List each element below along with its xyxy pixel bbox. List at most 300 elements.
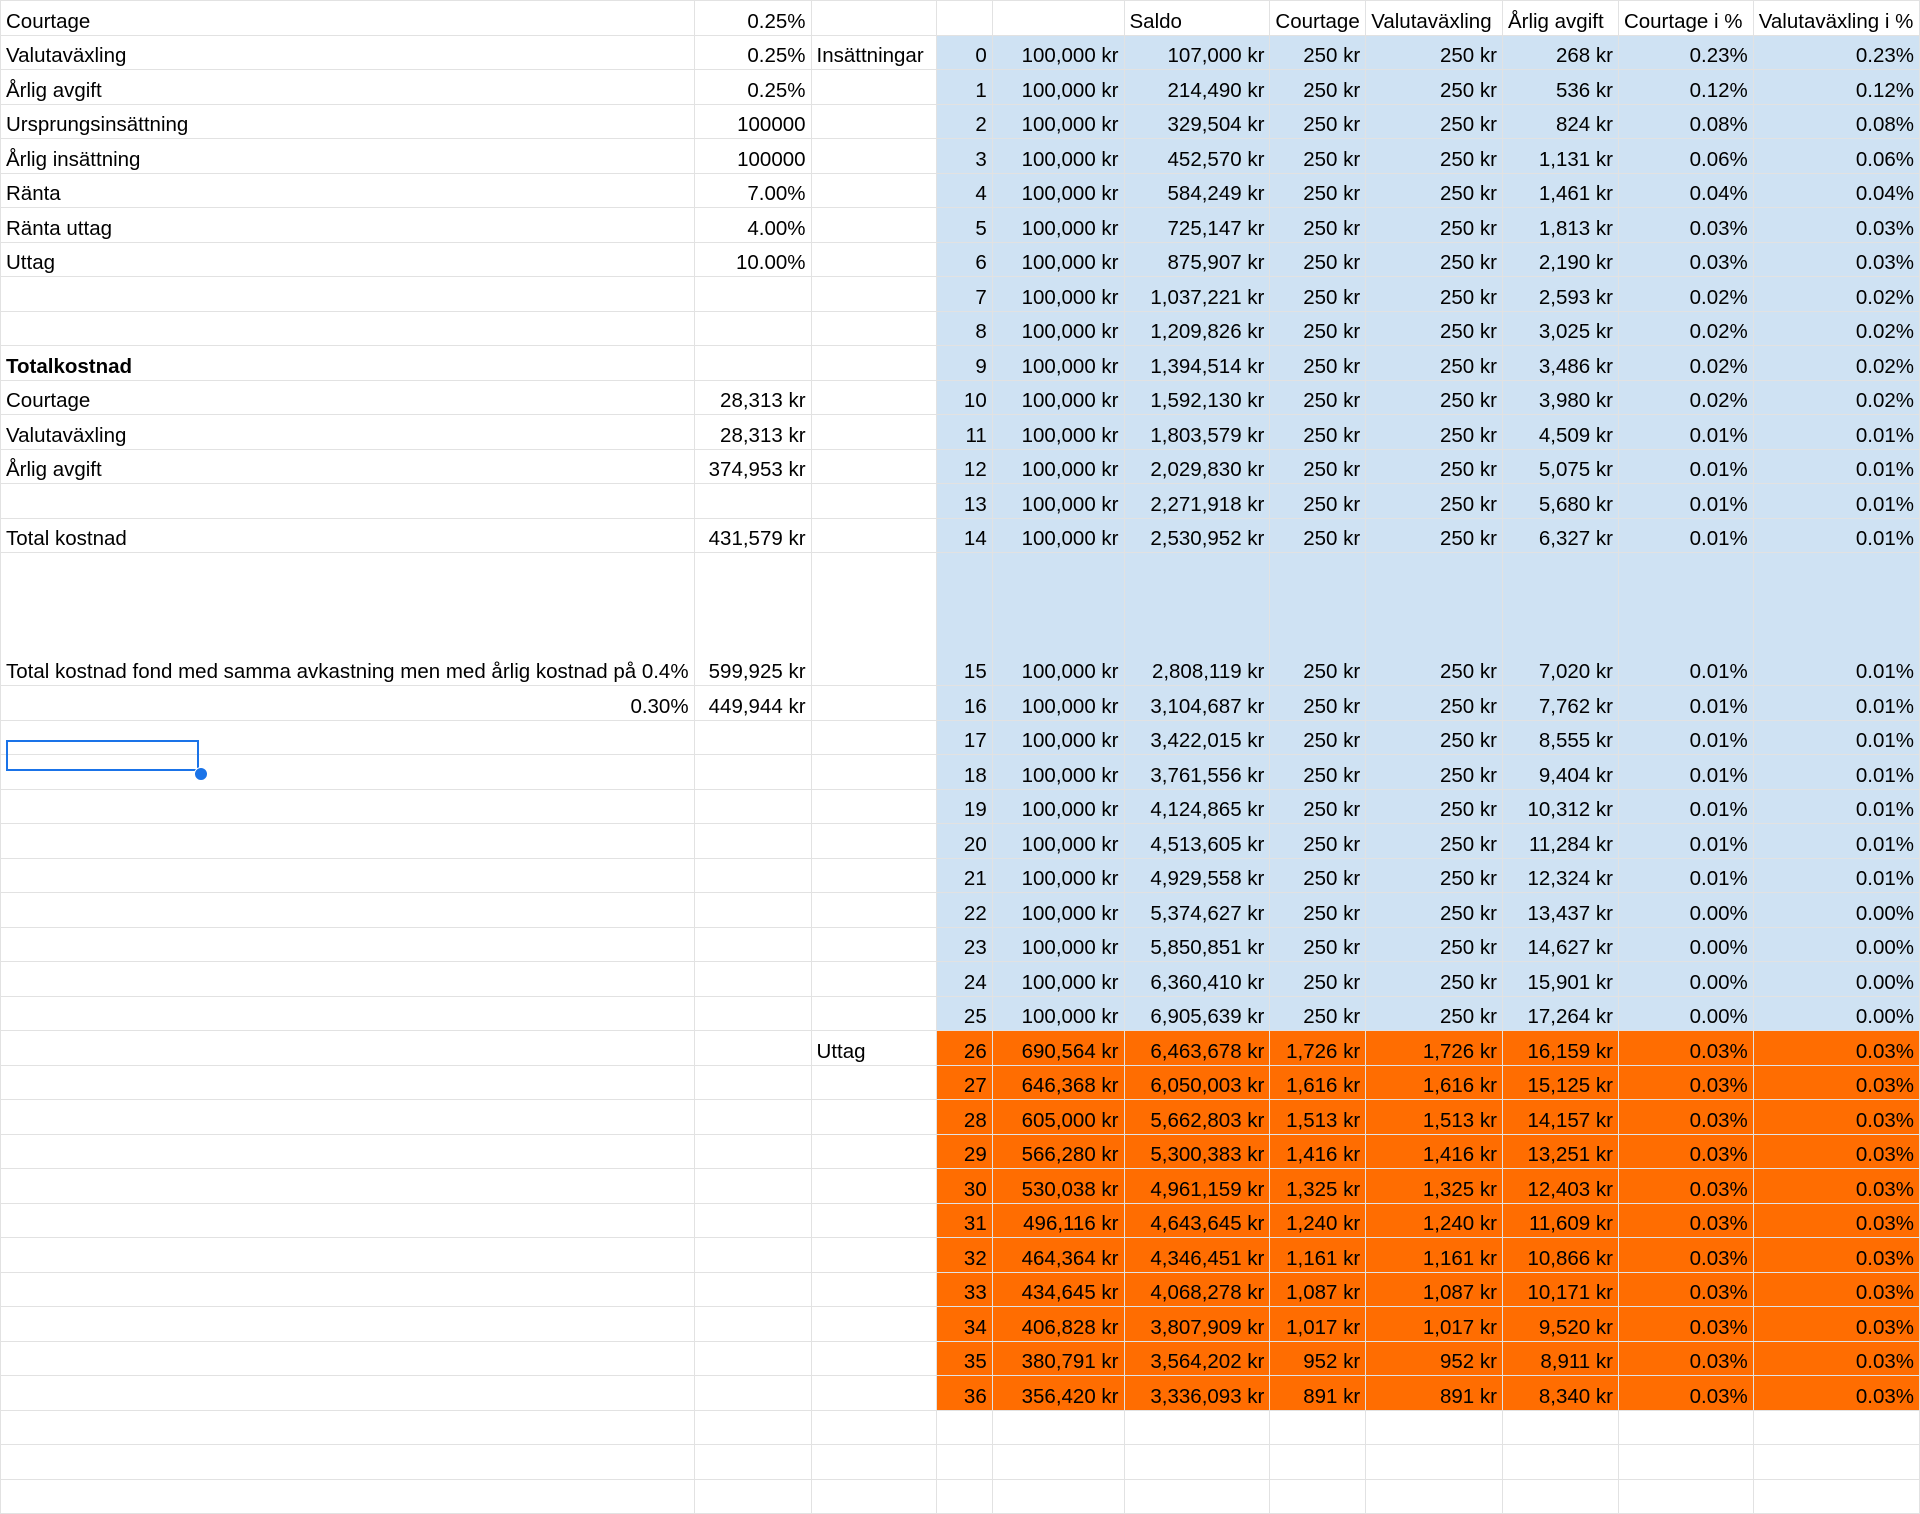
data-cell[interactable]: 0.02% bbox=[1753, 277, 1919, 312]
data-cell[interactable]: 0.01% bbox=[1753, 755, 1919, 790]
data-cell[interactable]: 5,300,383 kr bbox=[1124, 1134, 1270, 1169]
cell-section[interactable]: Insättningar bbox=[811, 35, 936, 70]
data-cell[interactable]: 0.01% bbox=[1618, 789, 1753, 824]
data-cell[interactable]: 250 kr bbox=[1270, 484, 1366, 519]
cell-section[interactable]: Uttag bbox=[811, 1031, 936, 1066]
year-cell[interactable]: 28 bbox=[936, 1100, 992, 1135]
data-cell[interactable]: 250 kr bbox=[1366, 277, 1503, 312]
data-cell[interactable]: 0.03% bbox=[1618, 1307, 1753, 1342]
data-cell[interactable]: 3,025 kr bbox=[1502, 311, 1618, 346]
data-cell[interactable]: 100,000 kr bbox=[992, 893, 1124, 928]
cell-label[interactable]: Årlig avgift bbox=[1, 449, 695, 484]
cell-value[interactable] bbox=[694, 1169, 811, 1204]
data-cell[interactable]: 0.04% bbox=[1618, 173, 1753, 208]
data-cell[interactable]: 4,346,451 kr bbox=[1124, 1238, 1270, 1273]
cell-value[interactable] bbox=[694, 484, 811, 519]
year-cell[interactable]: 19 bbox=[936, 789, 992, 824]
data-cell[interactable]: 891 kr bbox=[1270, 1376, 1366, 1411]
data-cell[interactable]: 6,463,678 kr bbox=[1124, 1031, 1270, 1066]
cell-section[interactable] bbox=[811, 518, 936, 553]
cell-value[interactable] bbox=[694, 1100, 811, 1135]
data-cell[interactable]: 0.02% bbox=[1753, 311, 1919, 346]
header-cell[interactable]: Courtage i % bbox=[1618, 1, 1753, 36]
cell-label[interactable] bbox=[1, 1445, 695, 1480]
data-cell[interactable] bbox=[1502, 1445, 1618, 1480]
year-cell[interactable]: 7 bbox=[936, 277, 992, 312]
cell-label[interactable]: Courtage bbox=[1, 1, 695, 36]
data-cell[interactable] bbox=[1618, 1479, 1753, 1514]
cell-value[interactable] bbox=[694, 1203, 811, 1238]
cell-section[interactable] bbox=[811, 346, 936, 381]
data-cell[interactable]: 100,000 kr bbox=[992, 824, 1124, 859]
cell-value[interactable] bbox=[694, 1376, 811, 1411]
data-cell[interactable] bbox=[992, 1479, 1124, 1514]
data-cell[interactable]: 2,029,830 kr bbox=[1124, 449, 1270, 484]
data-cell[interactable]: 0.03% bbox=[1753, 1272, 1919, 1307]
data-cell[interactable]: 4,929,558 kr bbox=[1124, 858, 1270, 893]
data-cell[interactable] bbox=[992, 1445, 1124, 1480]
data-cell[interactable]: 250 kr bbox=[1366, 380, 1503, 415]
data-cell[interactable]: 1,813 kr bbox=[1502, 208, 1618, 243]
data-cell[interactable]: 250 kr bbox=[1270, 755, 1366, 790]
data-cell[interactable]: 0.03% bbox=[1753, 1134, 1919, 1169]
data-cell[interactable]: 100,000 kr bbox=[992, 927, 1124, 962]
data-cell[interactable]: 0.01% bbox=[1618, 824, 1753, 859]
year-cell[interactable]: 25 bbox=[936, 996, 992, 1031]
year-cell[interactable]: 32 bbox=[936, 1238, 992, 1273]
header-cell[interactable] bbox=[992, 1, 1124, 36]
data-cell[interactable]: 10,171 kr bbox=[1502, 1272, 1618, 1307]
data-cell[interactable]: 0.03% bbox=[1753, 208, 1919, 243]
data-cell[interactable]: 0.02% bbox=[1753, 346, 1919, 381]
cell-value[interactable]: 599,925 kr bbox=[694, 553, 811, 686]
year-cell[interactable]: 36 bbox=[936, 1376, 992, 1411]
data-cell[interactable]: 0.03% bbox=[1753, 1100, 1919, 1135]
data-cell[interactable]: 1,161 kr bbox=[1366, 1238, 1503, 1273]
year-cell[interactable] bbox=[936, 1410, 992, 1445]
cell-label[interactable] bbox=[1, 1479, 695, 1514]
data-cell[interactable]: 0.01% bbox=[1753, 686, 1919, 721]
data-cell[interactable]: 690,564 kr bbox=[992, 1031, 1124, 1066]
data-cell[interactable]: 250 kr bbox=[1366, 35, 1503, 70]
data-cell[interactable]: 1,037,221 kr bbox=[1124, 277, 1270, 312]
data-cell[interactable]: 0.01% bbox=[1753, 449, 1919, 484]
data-cell[interactable]: 250 kr bbox=[1366, 858, 1503, 893]
data-cell[interactable]: 0.03% bbox=[1618, 1203, 1753, 1238]
cell-section[interactable] bbox=[811, 242, 936, 277]
data-cell[interactable]: 605,000 kr bbox=[992, 1100, 1124, 1135]
data-cell[interactable]: 14,157 kr bbox=[1502, 1100, 1618, 1135]
cell-label[interactable]: 0.30% bbox=[1, 686, 695, 721]
cell-section[interactable] bbox=[811, 927, 936, 962]
data-cell[interactable]: 250 kr bbox=[1270, 893, 1366, 928]
data-cell[interactable]: 0.03% bbox=[1753, 1307, 1919, 1342]
data-cell[interactable]: 646,368 kr bbox=[992, 1065, 1124, 1100]
cell-section[interactable] bbox=[811, 858, 936, 893]
data-cell[interactable]: 100,000 kr bbox=[992, 449, 1124, 484]
data-cell[interactable]: 0.03% bbox=[1753, 1376, 1919, 1411]
data-cell[interactable]: 0.01% bbox=[1753, 720, 1919, 755]
cell-label[interactable] bbox=[1, 1065, 695, 1100]
data-cell[interactable]: 2,808,119 kr bbox=[1124, 553, 1270, 686]
cell-section[interactable] bbox=[811, 962, 936, 997]
cell-section[interactable] bbox=[811, 553, 936, 686]
header-cell[interactable]: Valutaväxling i % bbox=[1753, 1, 1919, 36]
cell-section[interactable] bbox=[811, 1307, 936, 1342]
cell-value[interactable] bbox=[694, 1272, 811, 1307]
data-cell[interactable]: 406,828 kr bbox=[992, 1307, 1124, 1342]
data-cell[interactable]: 0.08% bbox=[1753, 104, 1919, 139]
cell-label[interactable] bbox=[1, 720, 695, 755]
cell-label[interactable] bbox=[1, 1100, 695, 1135]
year-cell[interactable] bbox=[936, 1479, 992, 1514]
data-cell[interactable]: 891 kr bbox=[1366, 1376, 1503, 1411]
data-cell[interactable]: 0.03% bbox=[1618, 1238, 1753, 1273]
data-cell[interactable]: 0.01% bbox=[1753, 858, 1919, 893]
cell-value[interactable]: 4.00% bbox=[694, 208, 811, 243]
data-cell[interactable]: 0.00% bbox=[1753, 962, 1919, 997]
data-cell[interactable]: 6,050,003 kr bbox=[1124, 1065, 1270, 1100]
data-cell[interactable]: 250 kr bbox=[1270, 686, 1366, 721]
cell-label[interactable]: Total kostnad bbox=[1, 518, 695, 553]
data-cell[interactable]: 100,000 kr bbox=[992, 208, 1124, 243]
data-cell[interactable]: 0.02% bbox=[1618, 277, 1753, 312]
data-cell[interactable] bbox=[1270, 1445, 1366, 1480]
data-cell[interactable]: 1,325 kr bbox=[1366, 1169, 1503, 1204]
data-cell[interactable]: 250 kr bbox=[1366, 173, 1503, 208]
data-cell[interactable]: 1,513 kr bbox=[1270, 1100, 1366, 1135]
cell-section[interactable] bbox=[811, 70, 936, 105]
data-cell[interactable]: 0.01% bbox=[1618, 686, 1753, 721]
data-cell[interactable]: 2,530,952 kr bbox=[1124, 518, 1270, 553]
year-cell[interactable]: 10 bbox=[936, 380, 992, 415]
data-cell[interactable]: 0.01% bbox=[1618, 518, 1753, 553]
data-cell[interactable]: 100,000 kr bbox=[992, 962, 1124, 997]
data-cell[interactable]: 250 kr bbox=[1366, 139, 1503, 174]
data-cell[interactable]: 250 kr bbox=[1270, 824, 1366, 859]
cell-value[interactable] bbox=[694, 1479, 811, 1514]
data-cell[interactable]: 250 kr bbox=[1366, 893, 1503, 928]
data-cell[interactable]: 0.02% bbox=[1618, 346, 1753, 381]
cell-label[interactable]: Ränta uttag bbox=[1, 208, 695, 243]
data-cell[interactable]: 16,159 kr bbox=[1502, 1031, 1618, 1066]
data-cell[interactable]: 0.03% bbox=[1618, 1134, 1753, 1169]
data-cell[interactable]: 0.06% bbox=[1618, 139, 1753, 174]
data-cell[interactable]: 100,000 kr bbox=[992, 518, 1124, 553]
data-cell[interactable]: 2,190 kr bbox=[1502, 242, 1618, 277]
data-cell[interactable]: 0.06% bbox=[1753, 139, 1919, 174]
data-cell[interactable] bbox=[1502, 1410, 1618, 1445]
data-cell[interactable]: 9,520 kr bbox=[1502, 1307, 1618, 1342]
data-cell[interactable]: 1,325 kr bbox=[1270, 1169, 1366, 1204]
cell-label[interactable] bbox=[1, 1376, 695, 1411]
data-cell[interactable]: 530,038 kr bbox=[992, 1169, 1124, 1204]
data-cell[interactable]: 356,420 kr bbox=[992, 1376, 1124, 1411]
data-cell[interactable]: 250 kr bbox=[1366, 962, 1503, 997]
year-cell[interactable]: 30 bbox=[936, 1169, 992, 1204]
data-cell[interactable]: 1,087 kr bbox=[1270, 1272, 1366, 1307]
data-cell[interactable]: 14,627 kr bbox=[1502, 927, 1618, 962]
data-cell[interactable]: 7,020 kr bbox=[1502, 553, 1618, 686]
data-cell[interactable]: 0.00% bbox=[1618, 996, 1753, 1031]
data-cell[interactable]: 0.03% bbox=[1753, 1031, 1919, 1066]
year-cell[interactable]: 18 bbox=[936, 755, 992, 790]
data-cell[interactable]: 250 kr bbox=[1366, 553, 1503, 686]
data-cell[interactable]: 250 kr bbox=[1366, 824, 1503, 859]
data-cell[interactable]: 0.01% bbox=[1753, 553, 1919, 686]
data-cell[interactable]: 250 kr bbox=[1270, 173, 1366, 208]
data-cell[interactable]: 329,504 kr bbox=[1124, 104, 1270, 139]
year-cell[interactable]: 21 bbox=[936, 858, 992, 893]
data-cell[interactable]: 100,000 kr bbox=[992, 720, 1124, 755]
data-cell[interactable]: 100,000 kr bbox=[992, 311, 1124, 346]
data-cell[interactable]: 250 kr bbox=[1270, 104, 1366, 139]
data-cell[interactable]: 0.01% bbox=[1618, 720, 1753, 755]
data-cell[interactable]: 250 kr bbox=[1366, 346, 1503, 381]
data-cell[interactable]: 536 kr bbox=[1502, 70, 1618, 105]
cell-section[interactable] bbox=[811, 484, 936, 519]
data-cell[interactable]: 250 kr bbox=[1270, 277, 1366, 312]
data-cell[interactable]: 100,000 kr bbox=[992, 755, 1124, 790]
data-cell[interactable]: 10,312 kr bbox=[1502, 789, 1618, 824]
data-cell[interactable]: 2,593 kr bbox=[1502, 277, 1618, 312]
data-cell[interactable]: 1,017 kr bbox=[1366, 1307, 1503, 1342]
data-cell[interactable]: 0.12% bbox=[1618, 70, 1753, 105]
data-cell[interactable]: 8,555 kr bbox=[1502, 720, 1618, 755]
cell-label[interactable]: Valutaväxling bbox=[1, 415, 695, 450]
data-cell[interactable]: 0.00% bbox=[1753, 893, 1919, 928]
cell-section[interactable] bbox=[811, 1134, 936, 1169]
data-cell[interactable] bbox=[1124, 1445, 1270, 1480]
year-cell[interactable]: 14 bbox=[936, 518, 992, 553]
data-cell[interactable]: 100,000 kr bbox=[992, 70, 1124, 105]
data-cell[interactable]: 0.03% bbox=[1753, 1238, 1919, 1273]
data-cell[interactable]: 2,271,918 kr bbox=[1124, 484, 1270, 519]
cell-value[interactable] bbox=[694, 1238, 811, 1273]
data-cell[interactable]: 0.03% bbox=[1618, 242, 1753, 277]
data-cell[interactable]: 0.02% bbox=[1618, 380, 1753, 415]
data-cell[interactable]: 1,513 kr bbox=[1366, 1100, 1503, 1135]
data-cell[interactable]: 464,364 kr bbox=[992, 1238, 1124, 1273]
year-cell[interactable]: 16 bbox=[936, 686, 992, 721]
cell-section[interactable] bbox=[811, 1100, 936, 1135]
data-cell[interactable]: 100,000 kr bbox=[992, 104, 1124, 139]
data-cell[interactable]: 250 kr bbox=[1366, 789, 1503, 824]
year-cell[interactable]: 23 bbox=[936, 927, 992, 962]
year-cell[interactable]: 15 bbox=[936, 553, 992, 686]
data-cell[interactable]: 250 kr bbox=[1366, 104, 1503, 139]
cell-value[interactable] bbox=[694, 996, 811, 1031]
cell-value[interactable] bbox=[694, 962, 811, 997]
data-cell[interactable]: 6,327 kr bbox=[1502, 518, 1618, 553]
cell-value[interactable] bbox=[694, 824, 811, 859]
data-cell[interactable]: 13,251 kr bbox=[1502, 1134, 1618, 1169]
data-cell[interactable]: 0.01% bbox=[1618, 858, 1753, 893]
year-cell[interactable]: 2 bbox=[936, 104, 992, 139]
data-cell[interactable] bbox=[1366, 1410, 1503, 1445]
data-cell[interactable]: 0.02% bbox=[1618, 311, 1753, 346]
data-cell[interactable]: 250 kr bbox=[1270, 242, 1366, 277]
year-cell[interactable]: 24 bbox=[936, 962, 992, 997]
data-cell[interactable]: 0.08% bbox=[1618, 104, 1753, 139]
data-cell[interactable]: 250 kr bbox=[1366, 996, 1503, 1031]
year-cell[interactable]: 27 bbox=[936, 1065, 992, 1100]
data-cell[interactable]: 0.01% bbox=[1618, 553, 1753, 686]
data-cell[interactable]: 250 kr bbox=[1366, 755, 1503, 790]
data-cell[interactable]: 11,609 kr bbox=[1502, 1203, 1618, 1238]
year-cell[interactable]: 13 bbox=[936, 484, 992, 519]
cell-label[interactable] bbox=[1, 893, 695, 928]
data-cell[interactable]: 250 kr bbox=[1366, 311, 1503, 346]
cell-label[interactable] bbox=[1, 1134, 695, 1169]
data-cell[interactable]: 0.02% bbox=[1753, 380, 1919, 415]
data-cell[interactable]: 452,570 kr bbox=[1124, 139, 1270, 174]
data-cell[interactable]: 3,104,687 kr bbox=[1124, 686, 1270, 721]
cell-value[interactable] bbox=[694, 755, 811, 790]
data-cell[interactable]: 250 kr bbox=[1366, 927, 1503, 962]
cell-label[interactable] bbox=[1, 1307, 695, 1342]
data-cell[interactable] bbox=[1618, 1445, 1753, 1480]
cell-label[interactable] bbox=[1, 1410, 695, 1445]
cell-value[interactable] bbox=[694, 893, 811, 928]
data-cell[interactable]: 100,000 kr bbox=[992, 380, 1124, 415]
cell-label[interactable] bbox=[1, 824, 695, 859]
data-cell[interactable]: 1,240 kr bbox=[1366, 1203, 1503, 1238]
data-cell[interactable]: 1,017 kr bbox=[1270, 1307, 1366, 1342]
cell-label[interactable] bbox=[1, 1031, 695, 1066]
data-cell[interactable]: 380,791 kr bbox=[992, 1341, 1124, 1376]
data-cell[interactable] bbox=[1753, 1445, 1919, 1480]
data-cell[interactable]: 5,075 kr bbox=[1502, 449, 1618, 484]
cell-label[interactable] bbox=[1, 311, 695, 346]
data-cell[interactable]: 5,850,851 kr bbox=[1124, 927, 1270, 962]
data-cell[interactable]: 1,616 kr bbox=[1366, 1065, 1503, 1100]
data-cell[interactable]: 4,961,159 kr bbox=[1124, 1169, 1270, 1204]
data-cell[interactable] bbox=[1502, 1479, 1618, 1514]
data-cell[interactable]: 0.04% bbox=[1753, 173, 1919, 208]
year-cell[interactable]: 31 bbox=[936, 1203, 992, 1238]
data-cell[interactable]: 250 kr bbox=[1366, 242, 1503, 277]
data-cell[interactable]: 107,000 kr bbox=[1124, 35, 1270, 70]
data-cell[interactable]: 250 kr bbox=[1270, 553, 1366, 686]
cell-section[interactable] bbox=[811, 208, 936, 243]
data-cell[interactable]: 5,662,803 kr bbox=[1124, 1100, 1270, 1135]
year-cell[interactable]: 29 bbox=[936, 1134, 992, 1169]
year-cell[interactable]: 26 bbox=[936, 1031, 992, 1066]
cell-section[interactable] bbox=[811, 1, 936, 36]
year-cell[interactable]: 34 bbox=[936, 1307, 992, 1342]
data-cell[interactable]: 0.01% bbox=[1753, 789, 1919, 824]
year-cell[interactable]: 20 bbox=[936, 824, 992, 859]
data-cell[interactable]: 100,000 kr bbox=[992, 415, 1124, 450]
data-cell[interactable]: 4,068,278 kr bbox=[1124, 1272, 1270, 1307]
cell-label[interactable] bbox=[1, 484, 695, 519]
data-cell[interactable] bbox=[1753, 1410, 1919, 1445]
data-cell[interactable]: 434,645 kr bbox=[992, 1272, 1124, 1307]
cell-section[interactable] bbox=[811, 139, 936, 174]
data-cell[interactable]: 250 kr bbox=[1366, 415, 1503, 450]
data-cell[interactable]: 0.03% bbox=[1753, 1169, 1919, 1204]
data-cell[interactable] bbox=[1270, 1479, 1366, 1514]
data-cell[interactable]: 0.03% bbox=[1618, 1065, 1753, 1100]
data-cell[interactable]: 824 kr bbox=[1502, 104, 1618, 139]
data-cell[interactable]: 100,000 kr bbox=[992, 996, 1124, 1031]
cell-value[interactable] bbox=[694, 927, 811, 962]
data-cell[interactable]: 250 kr bbox=[1270, 449, 1366, 484]
header-cell[interactable]: Årlig avgift bbox=[1502, 1, 1618, 36]
data-cell[interactable]: 100,000 kr bbox=[992, 686, 1124, 721]
data-cell[interactable]: 1,087 kr bbox=[1366, 1272, 1503, 1307]
data-cell[interactable]: 250 kr bbox=[1270, 346, 1366, 381]
data-cell[interactable]: 0.00% bbox=[1753, 996, 1919, 1031]
data-cell[interactable] bbox=[1124, 1410, 1270, 1445]
data-cell[interactable]: 8,911 kr bbox=[1502, 1341, 1618, 1376]
data-cell[interactable]: 1,240 kr bbox=[1270, 1203, 1366, 1238]
data-cell[interactable]: 3,980 kr bbox=[1502, 380, 1618, 415]
data-cell[interactable]: 0.00% bbox=[1618, 962, 1753, 997]
data-cell[interactable]: 250 kr bbox=[1270, 518, 1366, 553]
cell-label[interactable] bbox=[1, 996, 695, 1031]
data-cell[interactable]: 4,643,645 kr bbox=[1124, 1203, 1270, 1238]
cell-label[interactable] bbox=[1, 858, 695, 893]
data-cell[interactable]: 4,513,605 kr bbox=[1124, 824, 1270, 859]
cell-label[interactable]: Ränta bbox=[1, 173, 695, 208]
data-cell[interactable]: 250 kr bbox=[1270, 311, 1366, 346]
cell-section[interactable] bbox=[811, 824, 936, 859]
data-cell[interactable]: 250 kr bbox=[1366, 484, 1503, 519]
year-cell[interactable]: 35 bbox=[936, 1341, 992, 1376]
data-cell[interactable]: 250 kr bbox=[1270, 927, 1366, 962]
year-cell[interactable]: 5 bbox=[936, 208, 992, 243]
data-cell[interactable]: 100,000 kr bbox=[992, 242, 1124, 277]
data-cell[interactable]: 4,509 kr bbox=[1502, 415, 1618, 450]
year-cell[interactable]: 6 bbox=[936, 242, 992, 277]
data-cell[interactable]: 1,616 kr bbox=[1270, 1065, 1366, 1100]
data-cell[interactable]: 0.01% bbox=[1618, 484, 1753, 519]
data-cell[interactable]: 1,726 kr bbox=[1366, 1031, 1503, 1066]
data-cell[interactable]: 0.00% bbox=[1618, 927, 1753, 962]
data-cell[interactable]: 100,000 kr bbox=[992, 858, 1124, 893]
data-cell[interactable]: 12,324 kr bbox=[1502, 858, 1618, 893]
data-cell[interactable]: 12,403 kr bbox=[1502, 1169, 1618, 1204]
data-cell[interactable]: 250 kr bbox=[1270, 996, 1366, 1031]
cell-value[interactable]: 7.00% bbox=[694, 173, 811, 208]
data-cell[interactable]: 250 kr bbox=[1366, 686, 1503, 721]
cell-value[interactable]: 0.25% bbox=[694, 1, 811, 36]
data-cell[interactable]: 3,761,556 kr bbox=[1124, 755, 1270, 790]
header-cell[interactable]: Valutaväxling bbox=[1366, 1, 1503, 36]
data-cell[interactable]: 13,437 kr bbox=[1502, 893, 1618, 928]
data-cell[interactable]: 100,000 kr bbox=[992, 35, 1124, 70]
data-cell[interactable]: 17,264 kr bbox=[1502, 996, 1618, 1031]
cell-value[interactable]: 100000 bbox=[694, 104, 811, 139]
data-cell[interactable]: 875,907 kr bbox=[1124, 242, 1270, 277]
header-cell[interactable] bbox=[936, 1, 992, 36]
data-cell[interactable]: 250 kr bbox=[1270, 380, 1366, 415]
data-cell[interactable]: 8,340 kr bbox=[1502, 1376, 1618, 1411]
cell-section[interactable] bbox=[811, 1272, 936, 1307]
data-cell[interactable]: 268 kr bbox=[1502, 35, 1618, 70]
data-cell[interactable]: 214,490 kr bbox=[1124, 70, 1270, 105]
cell-label[interactable] bbox=[1, 1203, 695, 1238]
data-cell[interactable]: 0.03% bbox=[1618, 1376, 1753, 1411]
year-cell[interactable] bbox=[936, 1445, 992, 1480]
cell-value[interactable]: 0.25% bbox=[694, 35, 811, 70]
data-cell[interactable]: 250 kr bbox=[1270, 35, 1366, 70]
cell-section[interactable] bbox=[811, 1341, 936, 1376]
cell-label[interactable] bbox=[1, 1272, 695, 1307]
data-cell[interactable]: 250 kr bbox=[1270, 858, 1366, 893]
